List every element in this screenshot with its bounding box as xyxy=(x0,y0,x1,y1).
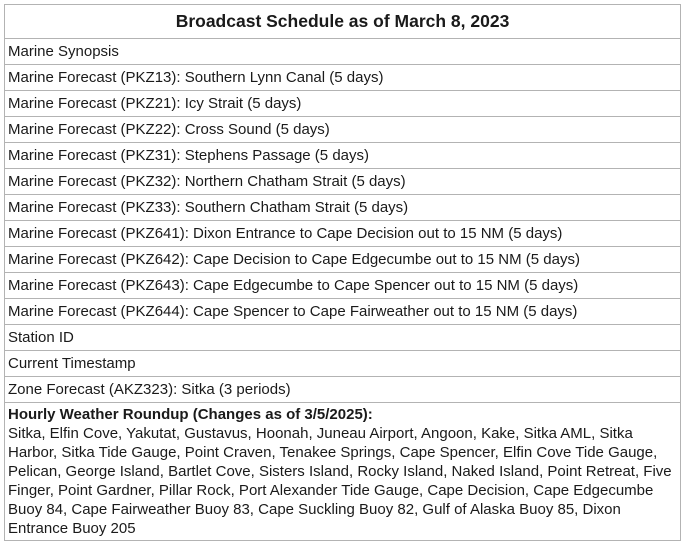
table-row xyxy=(5,351,681,377)
table-row xyxy=(5,247,681,273)
table-row xyxy=(5,221,681,247)
schedule-item-pkz641: Marine Forecast (PKZ641): Dixon Entrance to Cape Decision out to 15 NM (5 days) xyxy=(5,221,681,247)
schedule-item-pkz31: Marine Forecast (PKZ31): Stephens Passage (5 days) xyxy=(5,143,681,169)
schedule-item-pkz13: Marine Forecast (PKZ13): Southern Lynn Canal (5 days) xyxy=(5,65,681,91)
table-row xyxy=(5,325,681,351)
table-header-row xyxy=(5,5,681,39)
table-row xyxy=(5,169,681,195)
table-row xyxy=(5,273,681,299)
table-row xyxy=(5,403,681,541)
hourly-weather-roundup-cell xyxy=(5,403,681,541)
schedule-item-pkz21: Marine Forecast (PKZ21): Icy Strait (5 days) xyxy=(5,91,681,117)
table-row xyxy=(5,39,681,65)
schedule-item-pkz642: Marine Forecast (PKZ642): Cape Decision to Cape Edgecumbe out to 15 NM (5 days) xyxy=(5,247,681,273)
table-row xyxy=(5,377,681,403)
schedule-item-station-id: Station ID xyxy=(5,325,681,351)
table-row xyxy=(5,65,681,91)
schedule-item-akz323: Zone Forecast (AKZ323): Sitka (3 periods) xyxy=(5,377,681,403)
roundup-title: Hourly Weather Roundup (Changes as of 3/5/2025): xyxy=(8,406,373,423)
schedule-item-pkz33: Marine Forecast (PKZ33): Southern Chatham Strait (5 days) xyxy=(5,195,681,221)
schedule-item-pkz32: Marine Forecast (PKZ32): Northern Chatham Strait (5 days) xyxy=(5,169,681,195)
table-row xyxy=(5,299,681,325)
schedule-item-current-timestamp: Current Timestamp xyxy=(5,351,681,377)
table-row xyxy=(5,91,681,117)
roundup-station-list: Sitka, Elfin Cove, Yakutat, Gustavus, Hoonah, Juneau Airport, Angoon, Kake, Sitka AML, Sitka Harbor, Sitka Tide Gauge, Point Craven, Tenakee Springs, Cape Spencer, Elfin Cove Tide Gauge, Pelican, George Island, Bartlet Cove, Sisters Island, Rocky Island, Naked Island, Point Retreat, Five Finger, Point Gardner, Pillar Rock, Port Alexander Tide Gauge, Cape Decision, Cape Edgecumbe Buoy 84, Cape Fairweather Buoy 83, Cape Suckling Buoy 82, Gulf of Alaska Buoy 85, Dixon Entrance Buoy 205 xyxy=(8,425,672,537)
schedule-item-marine-synopsis: Marine Synopsis xyxy=(5,39,681,65)
schedule-item-pkz644: Marine Forecast (PKZ644): Cape Spencer to Cape Fairweather out to 15 NM (5 days) xyxy=(5,299,681,325)
table-title: Broadcast Schedule as of March 8, 2023 xyxy=(5,5,681,39)
schedule-item-pkz22: Marine Forecast (PKZ22): Cross Sound (5 days) xyxy=(5,117,681,143)
table-row xyxy=(5,143,681,169)
broadcast-schedule-table xyxy=(4,4,681,541)
table-row xyxy=(5,195,681,221)
schedule-item-pkz643: Marine Forecast (PKZ643): Cape Edgecumbe to Cape Spencer out to 15 NM (5 days) xyxy=(5,273,681,299)
table-row xyxy=(5,117,681,143)
